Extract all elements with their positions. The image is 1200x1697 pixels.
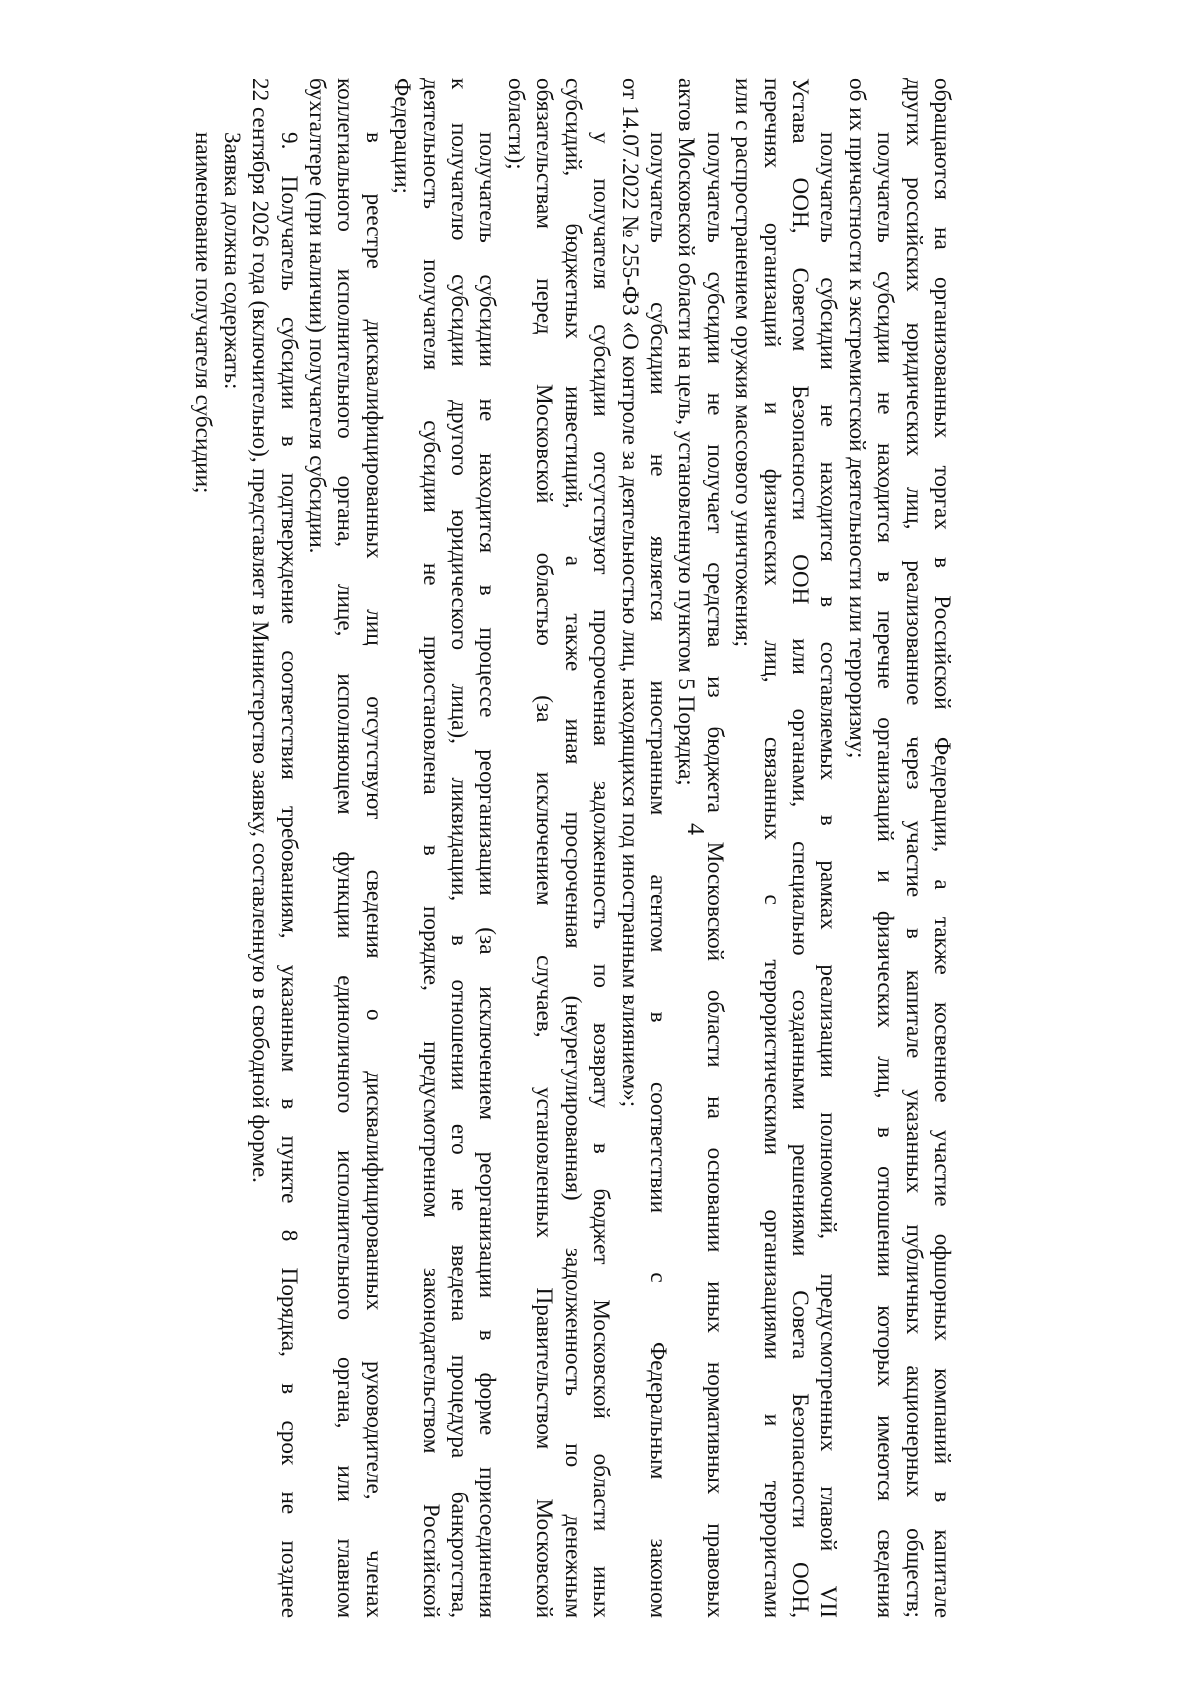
paragraph-line: наименование получателя субсидии;	[190, 132, 217, 494]
paragraph-line: получатель субсидии не является иностранным агентом в соответствии с Федеральным законом	[644, 132, 671, 1618]
paragraph-line: получатель субсидии не получает средства из бюджета Московской области на основании иных нормативных правовых	[701, 132, 728, 1618]
document-body	[190, 78, 956, 1618]
text-line: коллегиального исполнительного органа, лице, исполняющем функции единоличного исполнительного органа, или главном	[332, 78, 359, 1618]
text-line: перечнях организаций и физических лиц, связанных с террористическими организациями и террористами	[758, 78, 785, 1618]
page-number: 4	[682, 823, 708, 835]
text-line: других российских юридических лиц, реализованное через участие в капитале указанных публичных акционерных обществ;	[900, 78, 927, 1618]
text-line: обязательствам перед Московской областью (за исключением случаев, установленных Правительством Московской	[531, 78, 558, 1618]
paragraph-line: Заявка должна содержать:	[218, 132, 245, 390]
text-line: актов Московской области на цель, установленную пунктом 5 Порядка;	[673, 78, 700, 786]
text-line: Устава ООН, Советом Безопасности ООН или органами, специально созданными решениями Совета Безопасности ООН,	[786, 78, 813, 1618]
paragraph-line: у получателя субсидии отсутствуют просроченная задолженность по возврату в бюджет Московской области иных	[588, 132, 615, 1618]
text-line: деятельность получателя субсидии не приостановлена в порядке, предусмотренном законодательством Российской	[417, 78, 444, 1618]
paragraph-line: 9. Получатель субсидии в подтверждение соответствия требованиям, указанным в пункте 8 Порядка, в срок не позднее	[275, 132, 302, 1618]
text-line: области);	[502, 78, 529, 170]
text-line: обращаются на организованных торгах в Российской Федерации, а также косвенное участие офшорных компаний в капитале	[929, 78, 955, 1618]
paragraph-line: получатель субсидии не находится в составляемых в рамках реализации полномочий, предусмотренных главой VII	[815, 132, 842, 1618]
text-line: 22 сентября 2026 года (включительно), представляет в Министерство заявку, составленную в свободной форме.	[247, 78, 274, 1183]
paragraph-line: получатель субсидии не находится в перечне организаций и физических лиц, в отношении которых имеются сведения	[872, 132, 899, 1618]
text-line: бухгалтере (при наличии) получателя субсидии.	[304, 78, 331, 554]
text-line: об их причастности к экстремистской деятельности или терроризму;	[843, 78, 870, 759]
text-line: Федерации;	[389, 78, 416, 194]
text-line: от 14.07.2022 № 255-ФЗ «О контроле за деятельностью лиц, находящихся под иностранным влиянием»;	[616, 78, 643, 1108]
paragraph-line: получатель субсидии не находится в процессе реорганизации (за исключением реорганизации в форме присоединения	[474, 132, 501, 1618]
text-line: субсидий, бюджетных инвестиций, а также иная просроченная (неурегулированная) задолженность по денежным	[559, 78, 586, 1618]
paragraph-line: в реестре дисквалифицированных лиц отсутствуют сведения о дисквалифицированных руководителе, членах	[360, 132, 387, 1618]
text-line: к получателю субсидии другого юридического лица), ликвидации, в отношении его не введена процедура банкротства,	[446, 78, 473, 1618]
text-line: или с распространением оружия массового уничтожения;	[730, 78, 757, 648]
